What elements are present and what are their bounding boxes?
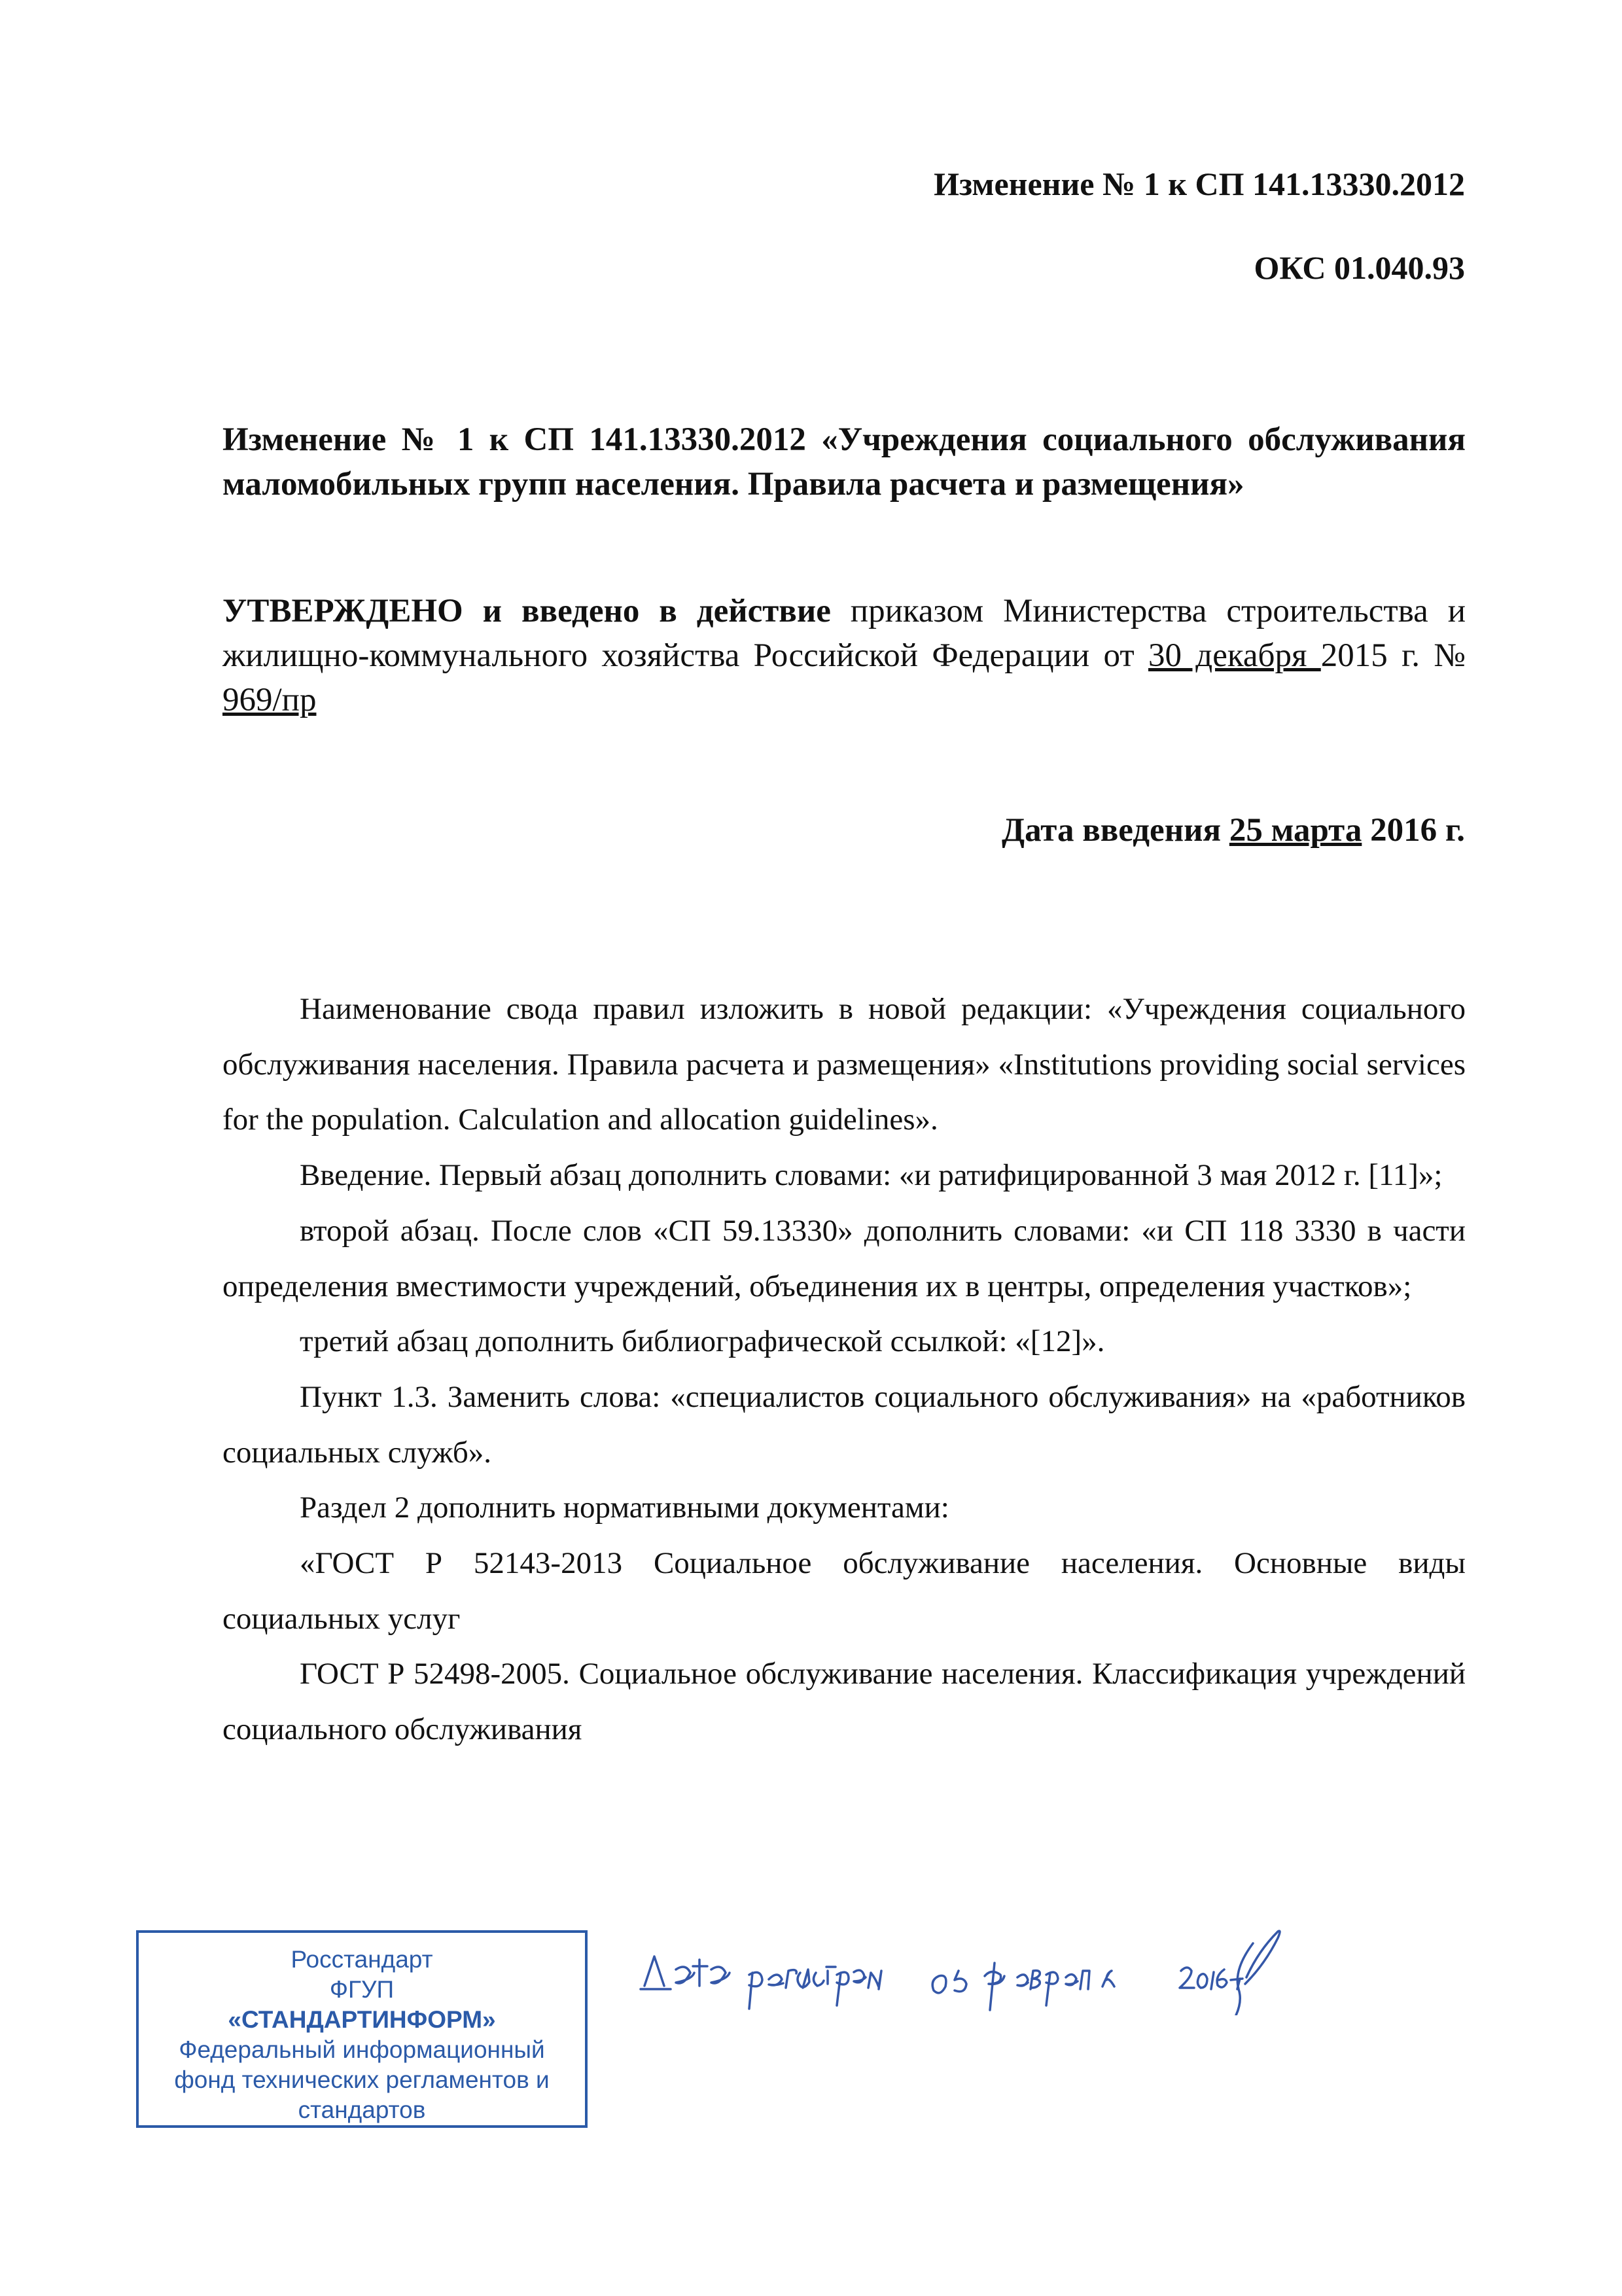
handwritten-registration-note (631, 1924, 1286, 2015)
paragraph: Введение. Первый абзац дополнить словами: «и ратифицированной 3 мая 2012 г. [11]»; (300, 1158, 1443, 1193)
effective-date-label: Дата введения (1002, 812, 1229, 849)
paragraph: второй абзац. После слов «СП 59.13330» дополнить словами: «и СП 118 3330 в части определения вместимости учреждений, объединения их в центры, определения участков»; (222, 1213, 1466, 1303)
approval-bold: УТВЕРЖДЕНО и введено в действие (222, 593, 831, 629)
stamp-line: стандартов (298, 2096, 426, 2123)
order-number: 969/пр (222, 682, 317, 718)
approval-statement (222, 589, 1466, 722)
stamp-line: Росстандарт (291, 1946, 433, 1973)
registry-stamp (136, 1930, 588, 2128)
paragraph: третий абзац дополнить библиографической ссылкой: «[12]». (300, 1324, 1105, 1359)
paragraph: Раздел 2 дополнить нормативными документами: (300, 1491, 949, 1525)
stamp-line: Федеральный информационный (179, 2036, 545, 2063)
approval-year: 2015 г. № (1320, 637, 1466, 674)
oks-code: ОКС 01.040.93 (1254, 249, 1465, 286)
effective-date-year: 2016 г. (1362, 812, 1465, 849)
approval-text: приказом Министерства строительства и жилищно-коммунального хозяйства Российской Федерации от (222, 593, 1466, 674)
body-text (222, 981, 1466, 1757)
stamp-line: фонд технических регламентов и (174, 2066, 550, 2093)
stamp-line: «СТАНДАРТИНФОРМ» (228, 2006, 496, 2033)
paragraph: ГОСТ Р 52498-2005. Социальное обслуживание населения. Классификация учреждений социального обслуживания (222, 1657, 1466, 1747)
change-reference: Изменение № 1 к СП 141.13330.2012 (934, 166, 1465, 202)
paragraph: Пункт 1.3. Заменить слова: «специалистов социального обслуживания» на «работников социальных служб». (222, 1379, 1466, 1470)
paragraph: Наименование свода правил изложить в новой редакции: «Учреждения социального обслуживания населения. Правила расчета и размещения» «Institutions providing social services for the population. Calculation and allocation guidelines». (222, 992, 1466, 1137)
paragraph: «ГОСТ Р 52143-2013 Социальное обслуживание населения. Основные виды социальных услуг (222, 1546, 1466, 1636)
effective-date-value: 25 марта (1229, 812, 1362, 849)
approval-date: 30 декабря (1148, 637, 1321, 674)
document-title: Изменение № 1 к СП 141.13330.2012 «Учреждения социального обслуживания маломобильных групп населения. Правила расчета и размещения» (222, 421, 1466, 503)
stamp-line: ФГУП (329, 1976, 395, 2003)
effective-date (1002, 811, 1465, 849)
